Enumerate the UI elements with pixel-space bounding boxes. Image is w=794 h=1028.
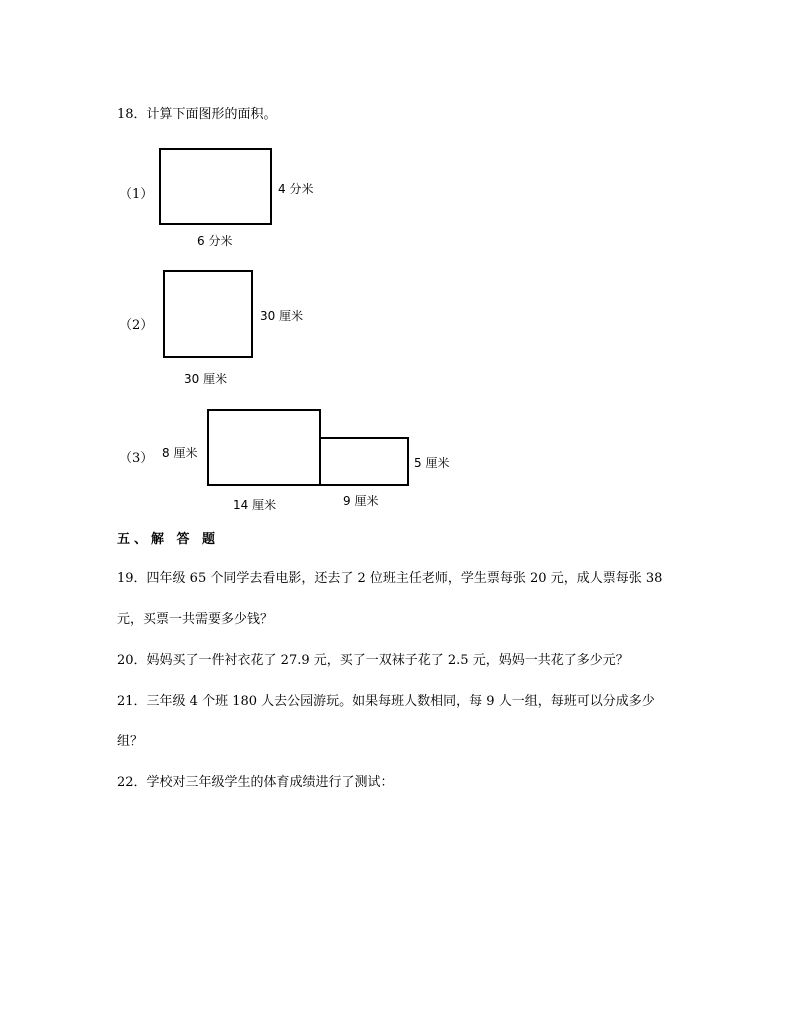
figure-1-tag: （1） — [119, 187, 154, 202]
question-21-line-2: 组？ — [117, 734, 144, 749]
figure-3-bottom-left-label: 14 厘米 — [233, 498, 277, 512]
figure-3-left-label: 8 厘米 — [162, 446, 198, 460]
figure-1-bottom-label: 6 分米 — [197, 234, 233, 248]
question-19-line-1: 19．四年级 65 个同学去看电影，还去了 2 位班主任老师，学生票每张 20 元，成人票每张 38 — [117, 571, 663, 586]
figure-2-tag: （2） — [119, 318, 154, 333]
figure-3-large-rectangle — [207, 409, 321, 486]
question-19-line-2: 元，买票一共需要多少钱？ — [117, 612, 274, 627]
figure-2-side-label: 30 厘米 — [260, 309, 304, 323]
figure-3-tag: （3） — [119, 451, 154, 466]
figure-1-rectangle — [159, 148, 272, 225]
section-5-heading: 五、解 答 题 — [117, 532, 220, 547]
figure-2-bottom-label: 30 厘米 — [184, 372, 228, 386]
question-21-line-1: 21．三年级 4 个班 180 人去公园游玩。如果每班人数相同，每 9 人一组，每班可以分成多少 — [117, 694, 655, 709]
figure-1-side-label: 4 分米 — [278, 182, 314, 196]
question-20-line-1: 20．妈妈买了一件衬衣花了 27.9 元，买了一双袜子花了 2.5 元，妈妈一共花了多少元？ — [117, 653, 629, 668]
figure-3-right-label: 5 厘米 — [414, 456, 450, 470]
question-22-line-1: 22．学校对三年级学生的体育成绩进行了测试： — [117, 775, 394, 790]
figure-3-bottom-right-label: 9 厘米 — [343, 494, 379, 508]
figure-2-square — [163, 270, 253, 358]
question-18-title: 18．计算下面图形的面积。 — [117, 107, 277, 122]
figure-3-small-rectangle — [319, 437, 409, 486]
